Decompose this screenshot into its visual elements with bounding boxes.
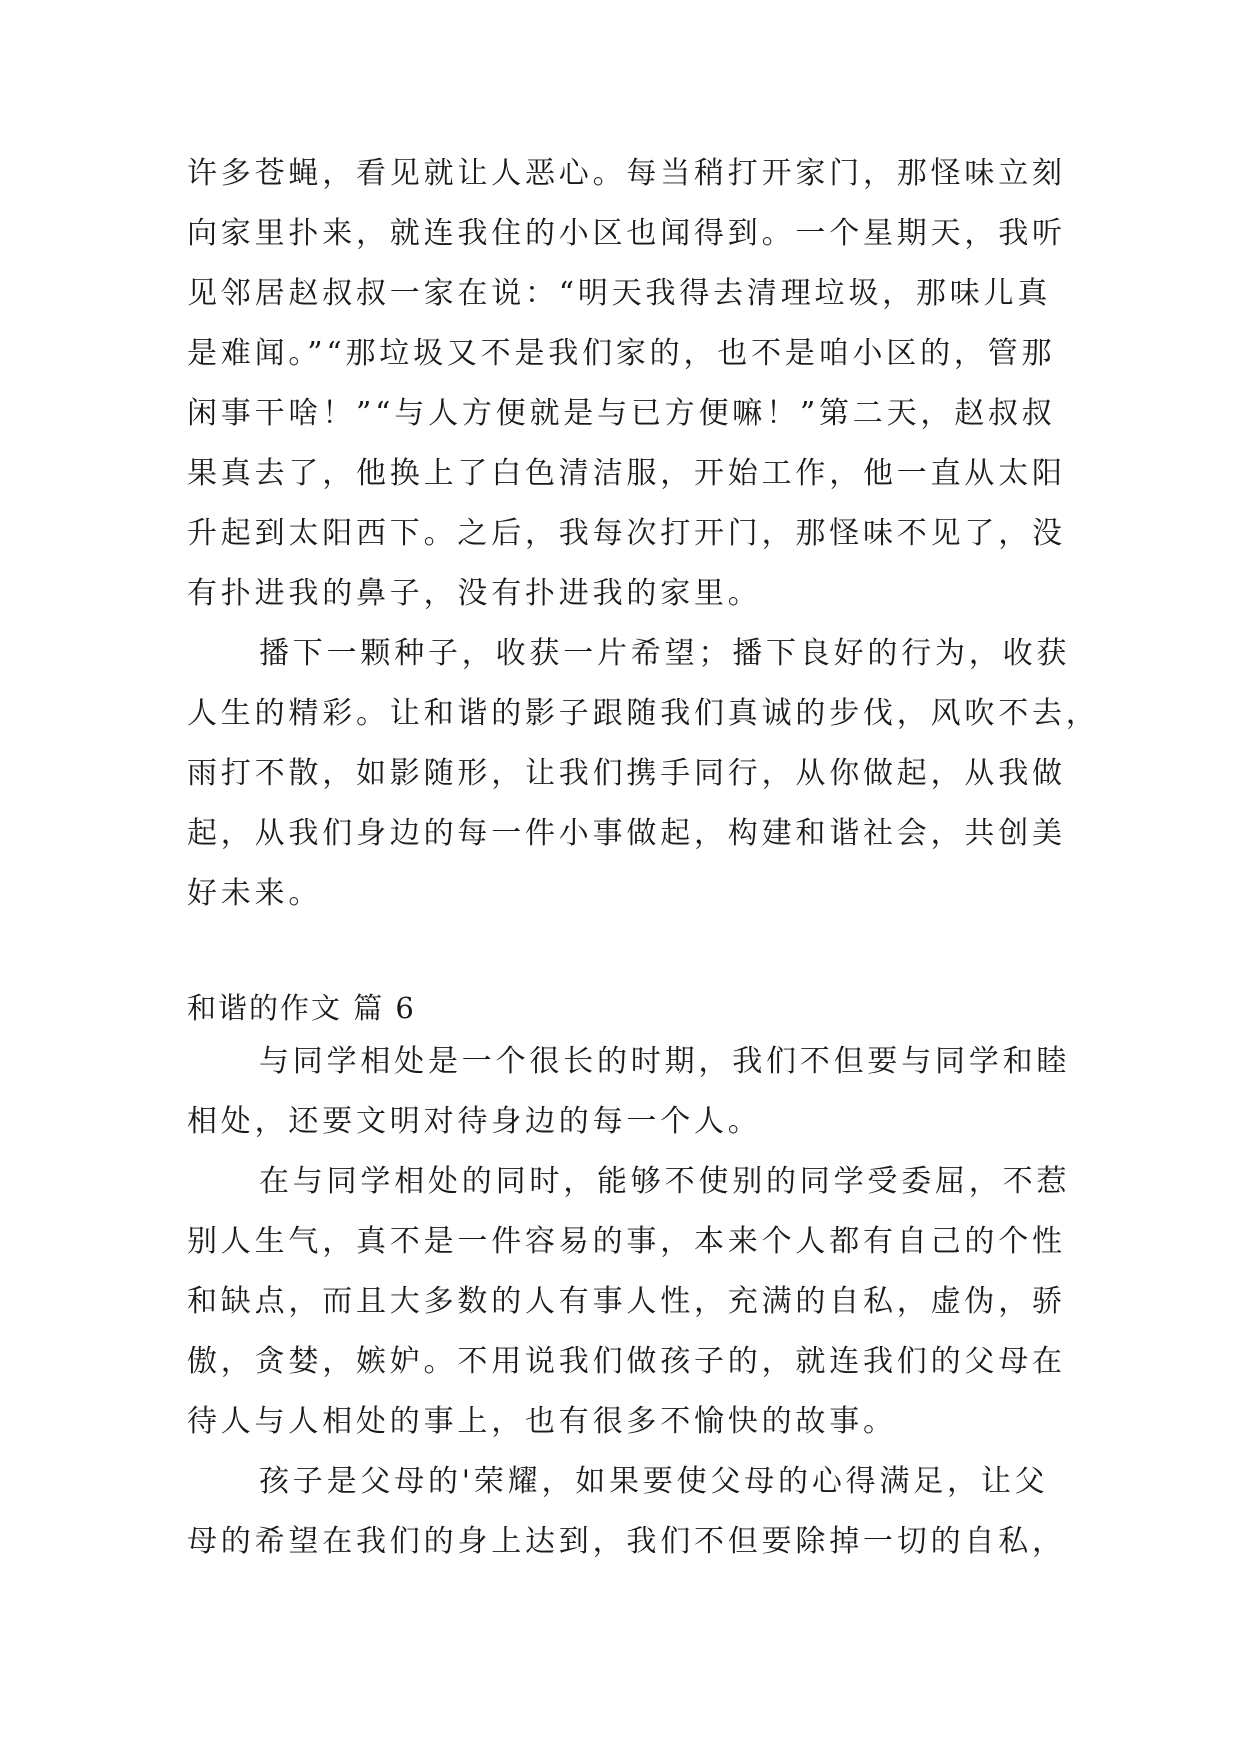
text-line: 闲事干啥！”“与人方便就是与已方便嘛！”第二天，赵叔叔: [187, 396, 1056, 431]
section-heading: 和谐的作文 篇 6: [187, 991, 416, 1025]
paragraph-body: [187, 1152, 1071, 1452]
text-line: 和缺点，而且大多数的人有事人性，充满的自私，虚伪，骄: [187, 1284, 1066, 1319]
text-line: 待人与人相处的事上，也有很多不愉快的故事。: [187, 1404, 897, 1439]
text-line: 果真去了，他换上了白色清洁服，开始工作，他一直从太阳: [187, 456, 1066, 491]
text-line: 向家里扑来，就连我住的小区也闻得到。一个星期天，我听: [187, 216, 1066, 251]
text-line: 播下一颗种子，收获一片希望；播下良好的行为，收获: [259, 636, 1071, 671]
text-line: 升起到太阳西下。之后，我每次打开门，那怪味不见了，没: [187, 516, 1066, 551]
text-line: 许多苍蝇，看见就让人恶心。每当稍打开家门，那怪味立刻: [187, 156, 1066, 191]
text-line: 傲，贪婪，嫉妒。不用说我们做孩子的，就连我们的父母在: [187, 1344, 1066, 1379]
text-line: 雨打不散，如影随形，让我们携手同行，从你做起，从我做: [187, 756, 1066, 791]
text-line: 别人生气，真不是一件容易的事，本来个人都有自己的个性: [187, 1224, 1066, 1259]
text-line: 孩子是父母的'荣耀，如果要使父母的心得满足，让父: [259, 1464, 1049, 1499]
paragraph-intro: [187, 1032, 1071, 1152]
text-line: 是难闻。”“那垃圾又不是我们家的，也不是咱小区的，管那: [187, 336, 1056, 371]
paragraph-continued-story: [187, 144, 1067, 624]
text-line: 与同学相处是一个很长的时期，我们不但要与同学和睦: [259, 1044, 1071, 1079]
paragraph-conclusion: [187, 624, 1100, 924]
text-line: 起，从我们身边的每一件小事做起，构建和谐社会，共创美: [187, 816, 1066, 851]
text-line: 人生的精彩。让和谐的影子跟随我们真诚的步伐，风吹不去，: [187, 696, 1100, 731]
text-line: 有扑进我的鼻子，没有扑进我的家里。: [187, 576, 762, 611]
text-line: 见邻居赵叔叔一家在说：“明天我得去清理垃圾，那味儿真: [187, 276, 1052, 311]
text-line: 母的希望在我们的身上达到，我们不但要除掉一切的自私，: [187, 1524, 1066, 1559]
text-line: 在与同学相处的同时，能够不使别的同学受委屈，不惹: [259, 1164, 1071, 1199]
text-line: 相处，还要文明对待身边的每一个人。: [187, 1104, 762, 1139]
text-line: 好未来。: [187, 876, 323, 911]
paragraph-body-2: [187, 1452, 1067, 1572]
